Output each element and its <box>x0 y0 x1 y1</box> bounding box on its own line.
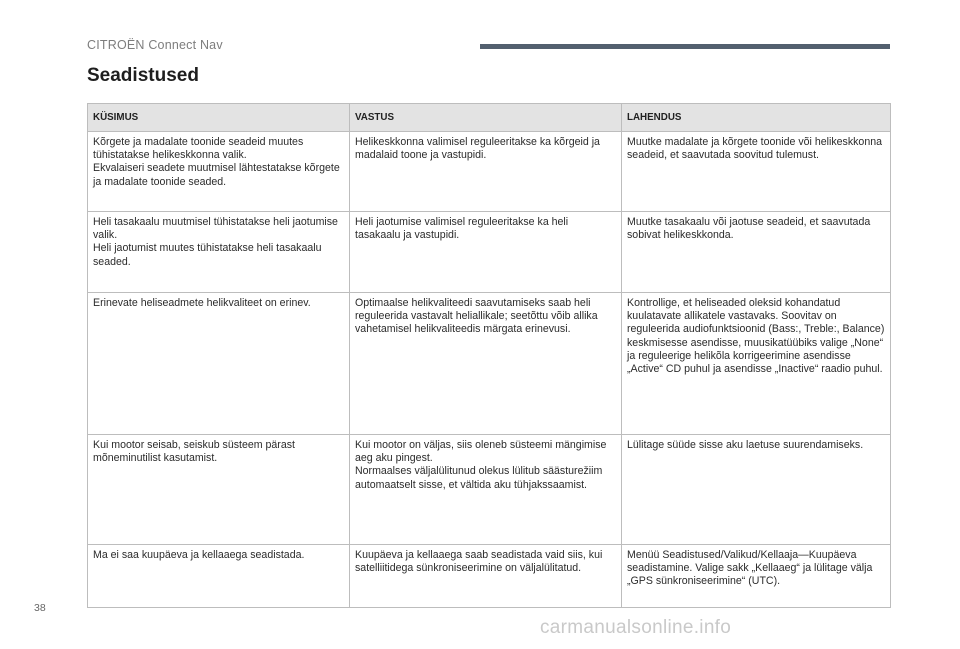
column-header-question: KÜSIMUS <box>88 104 350 132</box>
question-cell: Erinevate heliseadmete helikvaliteet on erinev. <box>88 293 350 435</box>
question-cell: Ma ei saa kuupäeva ja kellaaega seadistada. <box>88 545 350 608</box>
solution-cell: Lülitage süüde sisse aku laetuse suurendamiseks. <box>622 435 891 545</box>
answer-cell: Kuupäeva ja kellaaega saab seadistada vaid siis, kui satelliitidega sünkroniseerimine on väljalülitatud. <box>350 545 622 608</box>
table-row <box>88 212 891 293</box>
header-bar <box>480 44 890 49</box>
solution-cell: Muutke madalate ja kõrgete toonide või helikeskkonna seadeid, et saavutada soovitud tulemust. <box>622 132 891 212</box>
table-row <box>88 293 891 435</box>
table-row <box>88 545 891 608</box>
solution-cell: Menüü Seadistused/Valikud/Kellaaja—Kuupäeva seadistamine. Valige sakk „Kellaaeg“ ja lülitage välja „GPS sünkroniseerimine“ (UTC). <box>622 545 891 608</box>
page-number: 38 <box>34 602 46 614</box>
question-cell: Kui mootor seisab, seiskub süsteem pärast mõneminutilist kasutamist. <box>88 435 350 545</box>
brand-label: CITROËN Connect Nav <box>87 38 223 52</box>
answer-cell: Kui mootor on väljas, siis oleneb süsteemi mängimise aeg aku pingest. Normaalses väljalülitunud olekus lülitub säästurežiim automaatselt sisse, et vältida aku tühjakssaamist. <box>350 435 622 545</box>
column-header-answer: VASTUS <box>350 104 622 132</box>
table-header-row <box>88 104 891 132</box>
column-header-solution: LAHENDUS <box>622 104 891 132</box>
question-cell: Kõrgete ja madalate toonide seadeid muutes tühistatakse helikeskkonna valik. Ekvalaiseri seadete muutmisel lähtestatakse kõrgete ja madalate toonide seaded. <box>88 132 350 212</box>
watermark-text: carmanualsonline.info <box>540 617 732 638</box>
page-title: Seadistused <box>87 65 199 86</box>
table-row <box>88 132 891 212</box>
solution-cell: Kontrollige, et heliseaded oleksid kohandatud kuulatavate allikatele vastavaks. Soovitav on reguleerida audiofunktsioonid (Bass:, Treble:, Balance) keskmisesse asendisse, muusikatüübiks valige „None“ ja reguleerige helikõla korrigeerimine asendisse „Active“ CD puhul ja asendisse „Inactive“ raadio puhul. <box>622 293 891 435</box>
answer-cell: Heli jaotumise valimisel reguleeritakse ka heli tasakaalu ja vastupidi. <box>350 212 622 293</box>
answer-cell: Optimaalse helikvaliteedi saavutamiseks saab heli reguleerida vastavalt heliallikale; seetõttu võib allika vahetamisel helikvaliteedis märgata erinevusi. <box>350 293 622 435</box>
answer-cell: Helikeskkonna valimisel reguleeritakse ka kõrgeid ja madalaid toone ja vastupidi. <box>350 132 622 212</box>
table-row <box>88 435 891 545</box>
faq-table <box>87 103 891 608</box>
question-cell: Heli tasakaalu muutmisel tühistatakse heli jaotumise valik. Heli jaotumist muutes tühistatakse heli tasakaalu seaded. <box>88 212 350 293</box>
solution-cell: Muutke tasakaalu või jaotuse seadeid, et saavutada sobivat helikeskkonda. <box>622 212 891 293</box>
